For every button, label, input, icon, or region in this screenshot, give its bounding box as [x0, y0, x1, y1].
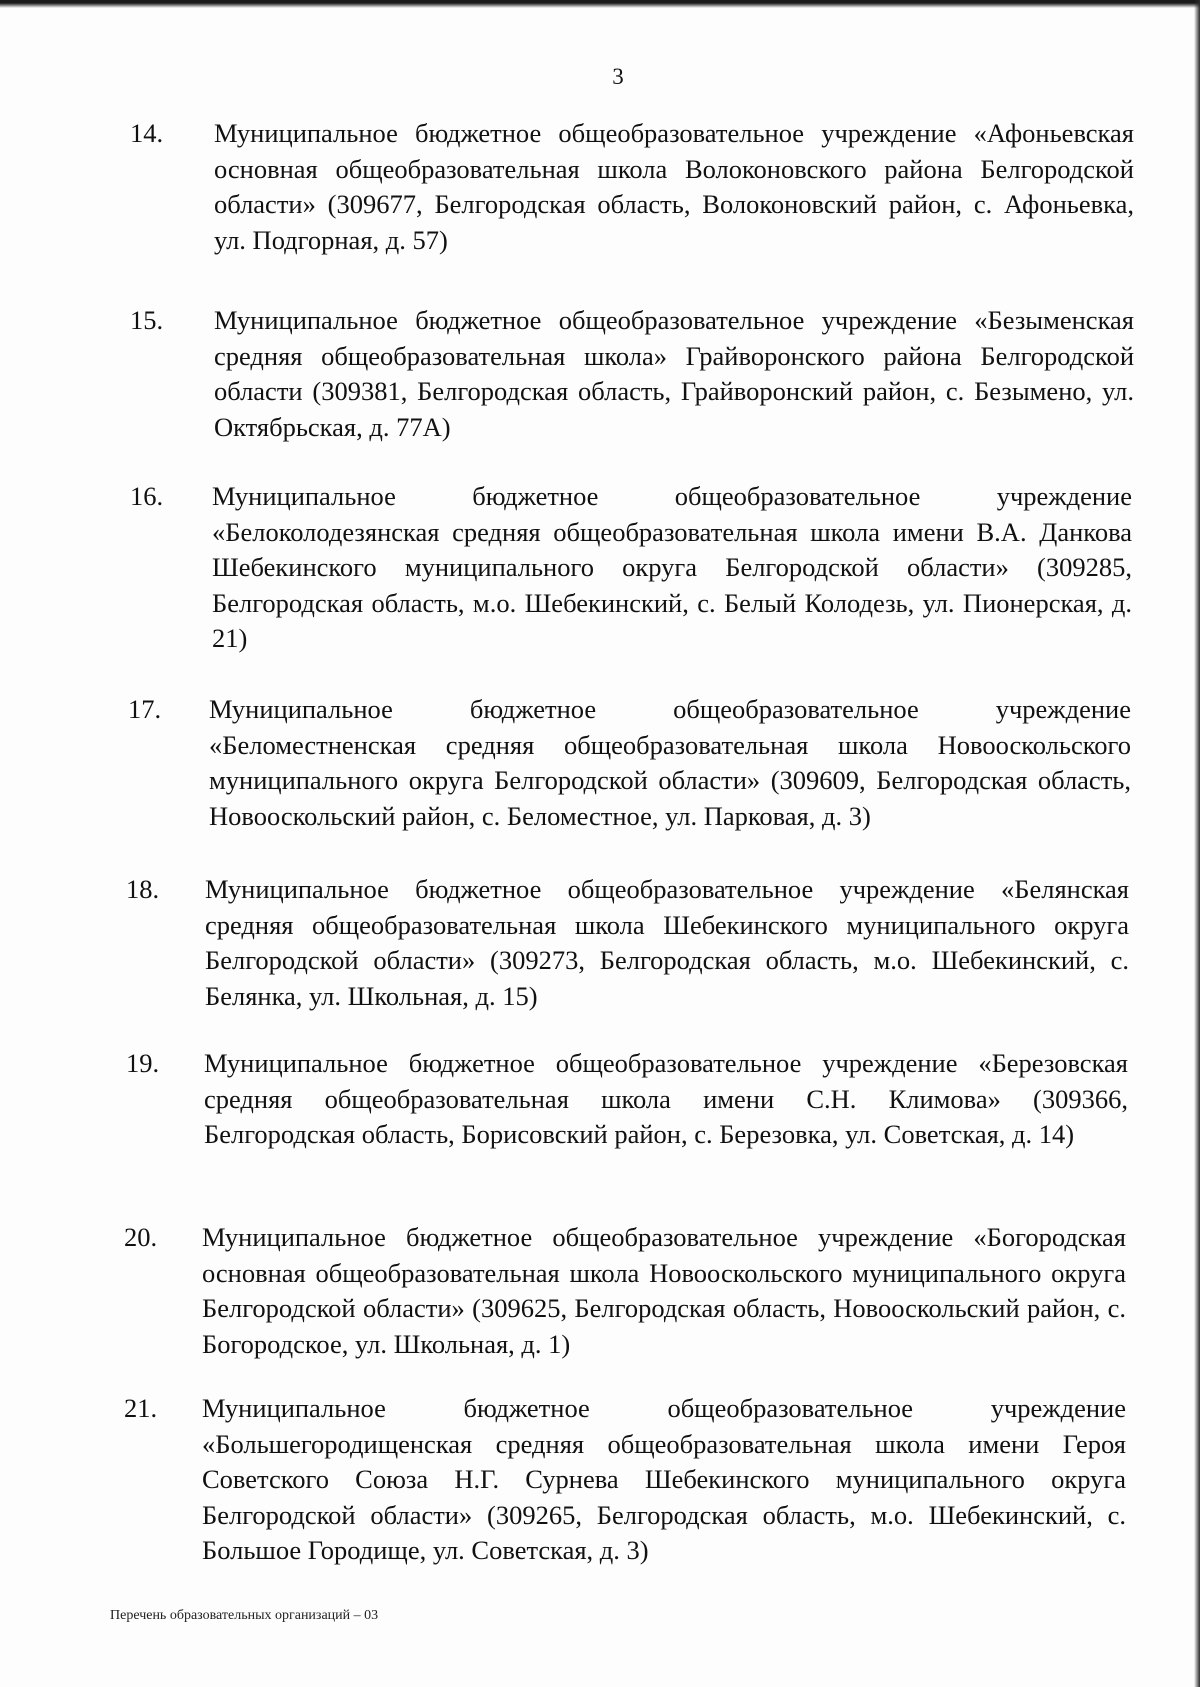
item-number: 21.	[124, 1393, 158, 1423]
item-text: Муниципальное бюджетное общеобразовательное учреждение «Белянская средняя общеобразовательная школа Шебекинского муниципального округа Белгородской области» (309273, Белгородская область, м.о. Шебекинский, с. Белянка, ул. Школьная, д. 15)	[205, 874, 1129, 1011]
item-number: 17.	[128, 694, 162, 724]
item-number: 15.	[130, 305, 164, 335]
page-number: 3	[612, 64, 624, 89]
item-text: Муниципальное бюджетное общеобразовательное учреждение «Безыменская средняя общеобразовательная школа» Грайворонского района Белгородской области (309381, Белгородская область, Грайворонский район, с. Безымено, ул. Октябрьская, д. 77А)	[214, 305, 1134, 442]
item-number: 20.	[124, 1222, 158, 1252]
item-number: 14.	[130, 118, 164, 148]
item-text: Муниципальное бюджетное общеобразовательное учреждение «Березовская средняя общеобразовательная школа имени С.Н. Климова» (309366, Белгородская область, Борисовский район, с. Березовка, ул. Советская, д. 14)	[204, 1048, 1128, 1149]
item-text: Муниципальное бюджетное общеобразовательное учреждение «Беломестненская средняя общеобразовательная школа Новооскольского муниципального округа Белгородской области» (309609, Белгородская область, Новооскольский район, с. Беломестное, ул. Парковая, д. 3)	[209, 694, 1131, 831]
item-number: 16.	[130, 481, 164, 511]
item-text: Муниципальное бюджетное общеобразовательное учреждение «Белоколодезянская средняя общеобразовательная школа имени В.А. Данкова Шебекинского муниципального округа Белгородской области» (309285, Белгородская область, м.о. Шебекинский, с. Белый Колодезь, ул. Пионерская, д. 21)	[212, 481, 1132, 653]
item-number: 19.	[126, 1048, 160, 1078]
item-text: Муниципальное бюджетное общеобразовательное учреждение «Большегородищенская средняя общеобразовательная школа имени Героя Советского Союза Н.Г. Сурнева Шебекинского муниципального округа Белгородской области» (309265, Белгородская область, м.о. Шебекинский, с. Большое Городище, ул. Советская, д. 3)	[202, 1393, 1126, 1565]
item-text: Муниципальное бюджетное общеобразовательное учреждение «Богородская основная общеобразовательная школа Новооскольского муниципального округа Белгородской области» (309625, Белгородская область, Новооскольский район, с. Богородское, ул. Школьная, д. 1)	[202, 1222, 1126, 1359]
item-text: Муниципальное бюджетное общеобразовательное учреждение «Афоньевская основная общеобразовательная школа Волоконовского района Белгородской области» (309677, Белгородская область, Волоконовский район, с. Афоньевка, ул. Подгорная, д. 57)	[214, 118, 1134, 255]
footer-caption: Перечень образовательных организаций – 03	[110, 1608, 379, 1623]
item-number: 18.	[126, 874, 160, 904]
scan-edge-top	[0, 0, 1200, 8]
scan-edge-right	[1194, 0, 1200, 1687]
